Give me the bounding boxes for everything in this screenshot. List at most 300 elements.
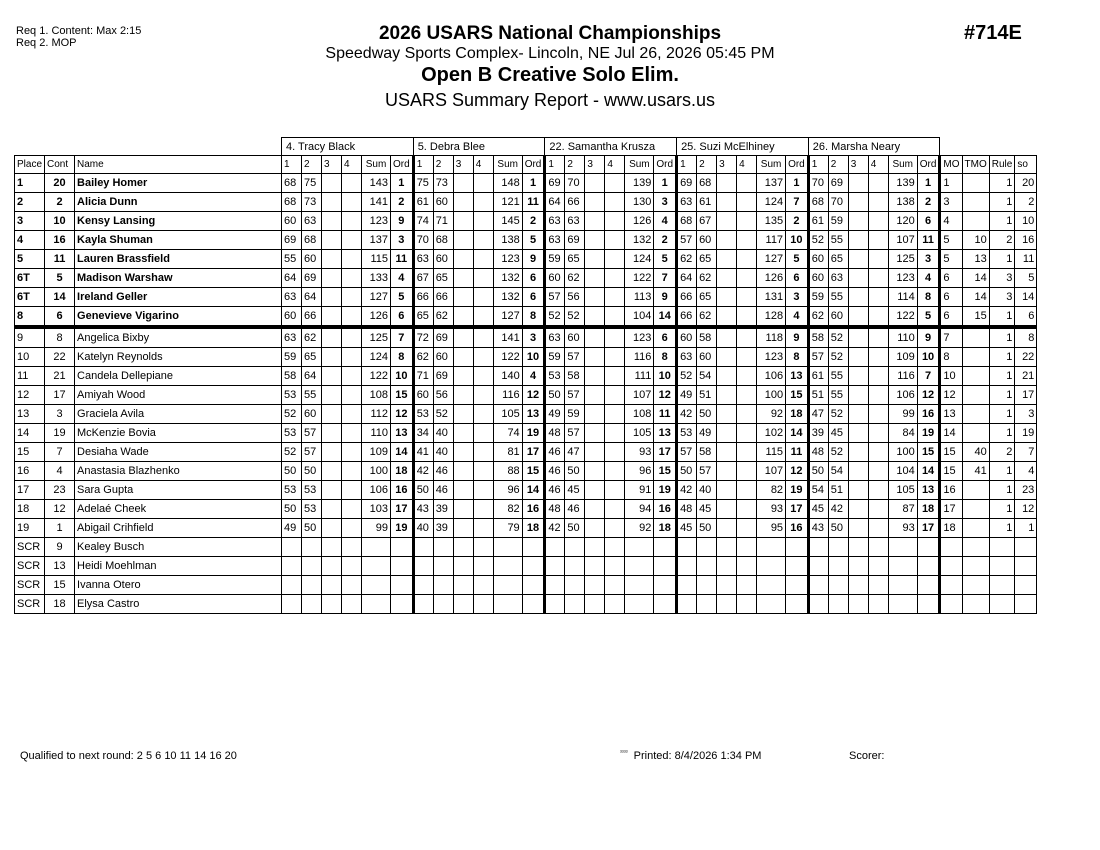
report-code: ᶟᶟᶟᶟ (620, 750, 628, 756)
judge-ordinal: 3 (522, 327, 545, 348)
judge-sum: 126 (625, 212, 654, 231)
col-header-judge-score: 1 (808, 156, 828, 174)
judge-score: 65 (697, 288, 717, 307)
judge-score: 54 (808, 481, 828, 500)
judge-score (868, 327, 888, 348)
table-row (15, 174, 1037, 193)
judge-score: 51 (697, 386, 717, 405)
judge-sum: 105 (888, 481, 917, 500)
rule-cell (989, 538, 1015, 557)
tmo-cell: 15 (962, 307, 989, 328)
contestant-number: 12 (45, 500, 75, 519)
judge-score: 50 (565, 519, 585, 538)
table-row (15, 250, 1037, 269)
judge-score (717, 500, 737, 519)
col-header-judge-score: 2 (302, 156, 322, 174)
judge-score (868, 595, 888, 614)
judge-ordinal: 2 (654, 231, 677, 250)
table-row (15, 193, 1037, 212)
judge-score: 34 (413, 424, 433, 443)
judge-score (677, 595, 697, 614)
judge-score (585, 424, 605, 443)
judge-score: 60 (828, 307, 848, 328)
judge-score: 57 (677, 231, 697, 250)
judge-sum: 113 (625, 288, 654, 307)
place-cell: 8 (15, 307, 45, 328)
judge-score (322, 576, 342, 595)
so-cell: 22 (1015, 348, 1037, 367)
judge-score (473, 405, 493, 424)
judge-score (717, 386, 737, 405)
judge-score: 55 (828, 386, 848, 405)
judge-score: 58 (697, 443, 717, 462)
judge-score (453, 174, 473, 193)
table-row (15, 462, 1037, 481)
judge-score (717, 193, 737, 212)
judge-ordinal (917, 557, 940, 576)
judge-sum: 94 (625, 500, 654, 519)
judge-score (282, 595, 302, 614)
judge-score (585, 386, 605, 405)
judge-score (585, 462, 605, 481)
tmo-cell (962, 595, 989, 614)
so-cell (1015, 557, 1037, 576)
place-cell: 10 (15, 348, 45, 367)
judge-score (605, 538, 625, 557)
judge-ordinal: 12 (654, 386, 677, 405)
judge-score: 66 (413, 288, 433, 307)
judge-score (453, 269, 473, 288)
judge-sum: 109 (362, 443, 391, 462)
so-cell: 1 (1015, 519, 1037, 538)
judge-ordinal: 6 (391, 307, 414, 328)
judge-score: 68 (808, 193, 828, 212)
judge-score: 57 (697, 462, 717, 481)
rule-cell: 1 (989, 212, 1015, 231)
rule-cell: 1 (989, 250, 1015, 269)
judge-sum: 106 (757, 367, 786, 386)
judge-score: 60 (808, 269, 828, 288)
judge-score (848, 443, 868, 462)
mo-cell: 10 (940, 367, 962, 386)
judge-score: 66 (677, 288, 697, 307)
judge-score: 69 (433, 327, 453, 348)
judge-score (717, 250, 737, 269)
tmo-cell: 14 (962, 288, 989, 307)
judge-score (473, 348, 493, 367)
judge-score (342, 405, 362, 424)
judge-ordinal: 7 (917, 367, 940, 386)
judge-score: 58 (282, 367, 302, 386)
judge-score (342, 367, 362, 386)
place-cell: 6T (15, 288, 45, 307)
judge-score (322, 443, 342, 462)
judge-score (585, 174, 605, 193)
judge-sum: 138 (493, 231, 522, 250)
judge-score (848, 538, 868, 557)
so-cell: 20 (1015, 174, 1037, 193)
col-header-judge-score: 4 (473, 156, 493, 174)
judge-score: 57 (302, 443, 322, 462)
judge-score (565, 557, 585, 576)
judge-ordinal: 18 (391, 462, 414, 481)
judge-score (453, 500, 473, 519)
col-header-judge-ord: Ord (786, 156, 809, 174)
mo-cell: 6 (940, 269, 962, 288)
judge-ordinal: 10 (391, 367, 414, 386)
judge-sum: 123 (888, 269, 917, 288)
judge-score (605, 595, 625, 614)
judge-score (322, 386, 342, 405)
judge-score: 63 (565, 212, 585, 231)
judge-score (453, 193, 473, 212)
judge-score: 49 (282, 519, 302, 538)
mo-cell: 8 (940, 348, 962, 367)
judge-score: 45 (697, 500, 717, 519)
judge-sum: 137 (362, 231, 391, 250)
judge-score (342, 348, 362, 367)
judge-sum: 92 (625, 519, 654, 538)
mo-cell: 5 (940, 231, 962, 250)
judge-ordinal: 16 (654, 500, 677, 519)
judge-score: 53 (302, 500, 322, 519)
judge-ordinal: 8 (786, 348, 809, 367)
judge-ordinal: 8 (522, 307, 545, 328)
judge-ordinal: 4 (654, 212, 677, 231)
judge-score (848, 174, 868, 193)
judge-score (282, 576, 302, 595)
judge-sum: 131 (757, 288, 786, 307)
judge-sum (625, 595, 654, 614)
tmo-cell (962, 327, 989, 348)
mo-cell (940, 557, 962, 576)
judge-score (717, 557, 737, 576)
judge-sum: 74 (493, 424, 522, 443)
so-cell: 12 (1015, 500, 1037, 519)
judge-ordinal: 19 (786, 481, 809, 500)
judge-score (473, 538, 493, 557)
skater-name: Desiaha Wade (75, 443, 282, 462)
tmo-cell (962, 405, 989, 424)
place-cell: 5 (15, 250, 45, 269)
judge-sum (888, 538, 917, 557)
judge-sum: 132 (493, 288, 522, 307)
report-title: USARS Summary Report - www.usars.us (384, 90, 716, 110)
judge-sum: 79 (493, 519, 522, 538)
judge-name: 5. Debra Blee (413, 138, 545, 156)
judge-score (453, 576, 473, 595)
judge-score (605, 576, 625, 595)
tmo-cell (962, 519, 989, 538)
judge-sum: 106 (362, 481, 391, 500)
judge-score (848, 519, 868, 538)
judge-score (868, 519, 888, 538)
judge-sum: 88 (493, 462, 522, 481)
judge-sum: 124 (757, 193, 786, 212)
judge-score: 70 (828, 193, 848, 212)
judge-score (605, 174, 625, 193)
judge-score (322, 212, 342, 231)
judge-score (848, 462, 868, 481)
judge-score: 49 (697, 424, 717, 443)
judge-score (433, 557, 453, 576)
judge-sum (362, 595, 391, 614)
judge-score (605, 557, 625, 576)
col-header-judge-score: 2 (433, 156, 453, 174)
judge-score: 48 (808, 443, 828, 462)
judge-score (322, 500, 342, 519)
judge-score: 63 (413, 250, 433, 269)
judge-score: 68 (282, 174, 302, 193)
judge-score: 54 (697, 367, 717, 386)
contestant-number: 13 (45, 557, 75, 576)
judge-score (737, 307, 757, 328)
contestant-number: 3 (45, 405, 75, 424)
judge-score (453, 348, 473, 367)
judge-ordinal: 8 (391, 348, 414, 367)
judge-score (848, 405, 868, 424)
place-cell: 13 (15, 405, 45, 424)
judge-ordinal: 5 (522, 231, 545, 250)
rule-cell: 1 (989, 462, 1015, 481)
judge-sum (757, 538, 786, 557)
judge-score: 53 (545, 367, 565, 386)
tmo-cell (962, 174, 989, 193)
judge-sum (493, 595, 522, 614)
tmo-cell: 14 (962, 269, 989, 288)
skater-name: Amiyah Wood (75, 386, 282, 405)
judge-score (302, 595, 322, 614)
judge-score (828, 557, 848, 576)
judge-ordinal: 19 (917, 424, 940, 443)
so-cell: 11 (1015, 250, 1037, 269)
judge-score: 46 (545, 481, 565, 500)
judge-score: 51 (828, 481, 848, 500)
judge-ordinal: 15 (391, 386, 414, 405)
judge-score: 66 (302, 307, 322, 328)
championship-title: 2026 USARS National Championships (378, 23, 722, 44)
table-row (15, 519, 1037, 538)
judge-sum: 109 (888, 348, 917, 367)
judge-score: 55 (828, 367, 848, 386)
col-header-judge-sum: Sum (362, 156, 391, 174)
skater-name: Ivanna Otero (75, 576, 282, 595)
tmo-cell (962, 576, 989, 595)
judge-score: 68 (302, 231, 322, 250)
judge-score: 60 (697, 231, 717, 250)
judge-ordinal: 17 (786, 500, 809, 519)
table-row (15, 557, 1037, 576)
judge-ordinal: 14 (786, 424, 809, 443)
judge-score (737, 519, 757, 538)
place-cell: SCR (15, 595, 45, 614)
results-table (14, 137, 1037, 614)
judge-score: 43 (413, 500, 433, 519)
judge-score (473, 193, 493, 212)
judge-score (473, 174, 493, 193)
judge-sum: 121 (493, 193, 522, 212)
judge-sum: 96 (493, 481, 522, 500)
judge-sum: 105 (493, 405, 522, 424)
judge-name: 4. Tracy Black (282, 138, 414, 156)
judge-score (737, 462, 757, 481)
judge-score (717, 481, 737, 500)
mo-cell (940, 538, 962, 557)
judge-score (585, 193, 605, 212)
rule-cell: 1 (989, 405, 1015, 424)
table-row (15, 231, 1037, 250)
col-header-judge-ord: Ord (917, 156, 940, 174)
judge-score: 45 (828, 424, 848, 443)
judge-sum: 140 (493, 367, 522, 386)
judge-score (848, 595, 868, 614)
event-number: #714E (964, 22, 1022, 44)
so-cell: 10 (1015, 212, 1037, 231)
judge-score: 40 (433, 424, 453, 443)
judge-score: 75 (302, 174, 322, 193)
contestant-number: 21 (45, 367, 75, 386)
judge-sum: 114 (888, 288, 917, 307)
judge-score: 64 (302, 367, 322, 386)
rule-cell: 1 (989, 348, 1015, 367)
judge-score (342, 269, 362, 288)
judge-sum: 116 (625, 348, 654, 367)
judge-sum: 110 (362, 424, 391, 443)
judge-score (473, 519, 493, 538)
judge-score (717, 405, 737, 424)
col-header-judge-sum: Sum (493, 156, 522, 174)
judge-score: 63 (302, 212, 322, 231)
col-header-judge-score: 1 (282, 156, 302, 174)
so-cell: 14 (1015, 288, 1037, 307)
judge-score (868, 424, 888, 443)
judge-ordinal: 17 (391, 500, 414, 519)
judge-score: 57 (808, 348, 828, 367)
judge-ordinal: 2 (917, 193, 940, 212)
judge-sum: 111 (625, 367, 654, 386)
judge-ordinal (917, 595, 940, 614)
judge-score: 57 (565, 386, 585, 405)
col-header-cont: Cont (45, 156, 75, 174)
judge-sum: 127 (757, 250, 786, 269)
judge-score (737, 557, 757, 576)
judge-score (473, 231, 493, 250)
judge-score (585, 288, 605, 307)
skater-name: Sara Gupta (75, 481, 282, 500)
skater-name: Lauren Brassfield (75, 250, 282, 269)
judge-sum: 116 (888, 367, 917, 386)
judge-score (342, 193, 362, 212)
skater-name: Adelaé Cheek (75, 500, 282, 519)
judge-score (433, 576, 453, 595)
col-header-judge-ord: Ord (522, 156, 545, 174)
judge-score: 50 (413, 481, 433, 500)
col-header-judge-score: 3 (848, 156, 868, 174)
judge-ordinal: 1 (522, 174, 545, 193)
judge-sum: 122 (625, 269, 654, 288)
place-cell: 6T (15, 269, 45, 288)
so-cell: 17 (1015, 386, 1037, 405)
judge-score: 53 (413, 405, 433, 424)
judge-score: 65 (697, 250, 717, 269)
judge-sum: 117 (757, 231, 786, 250)
judge-ordinal (654, 595, 677, 614)
judge-score: 59 (808, 288, 828, 307)
judge-score (585, 367, 605, 386)
judge-score (848, 367, 868, 386)
judge-score (868, 307, 888, 328)
judge-score (848, 288, 868, 307)
judge-score (868, 193, 888, 212)
rule-cell: 1 (989, 386, 1015, 405)
skater-name: McKenzie Bovia (75, 424, 282, 443)
judge-score: 53 (282, 481, 302, 500)
col-header-judge-score: 4 (868, 156, 888, 174)
judge-score (868, 443, 888, 462)
judge-score: 52 (282, 443, 302, 462)
judge-score (717, 424, 737, 443)
judge-score: 53 (302, 481, 322, 500)
judge-ordinal (522, 538, 545, 557)
mo-cell: 6 (940, 288, 962, 307)
judge-score: 46 (545, 462, 565, 481)
mo-cell: 15 (940, 462, 962, 481)
judge-score: 42 (828, 500, 848, 519)
judge-score (605, 307, 625, 328)
judge-ordinal: 7 (654, 269, 677, 288)
judge-score (605, 231, 625, 250)
judge-sum: 99 (888, 405, 917, 424)
judge-score (808, 557, 828, 576)
judge-score: 50 (282, 500, 302, 519)
judge-sum: 100 (362, 462, 391, 481)
event-location: Speedway Sports Complex- Lincoln, NE Jul 26, 2026 05:45 PM (325, 45, 775, 62)
judge-score: 69 (433, 367, 453, 386)
judge-score: 70 (808, 174, 828, 193)
judge-score: 41 (413, 443, 433, 462)
judge-sum (493, 538, 522, 557)
tmo-cell (962, 500, 989, 519)
judge-ordinal: 15 (522, 462, 545, 481)
tmo-cell (962, 193, 989, 212)
judge-score: 46 (433, 462, 453, 481)
requirement-1: Req 1. Content: Max 2:15 (16, 25, 142, 37)
judge-score: 59 (828, 212, 848, 231)
col-header-name: Name (75, 156, 282, 174)
contestant-number: 11 (45, 250, 75, 269)
judge-score: 59 (565, 405, 585, 424)
judge-score (737, 538, 757, 557)
mo-cell: 16 (940, 481, 962, 500)
judge-score (342, 576, 362, 595)
judge-score (453, 288, 473, 307)
judge-ordinal: 16 (786, 519, 809, 538)
judge-score (453, 327, 473, 348)
tmo-cell: 10 (962, 231, 989, 250)
judge-score (737, 174, 757, 193)
judge-score (282, 538, 302, 557)
judge-sum: 104 (888, 462, 917, 481)
judge-score (737, 269, 757, 288)
col-header-judge-score: 3 (585, 156, 605, 174)
so-cell: 3 (1015, 405, 1037, 424)
skater-name: Kensy Lansing (75, 212, 282, 231)
col-header-judge-score: 1 (413, 156, 433, 174)
judge-score (302, 557, 322, 576)
mo-cell: 15 (940, 443, 962, 462)
judge-score: 53 (282, 424, 302, 443)
judge-ordinal: 6 (522, 288, 545, 307)
